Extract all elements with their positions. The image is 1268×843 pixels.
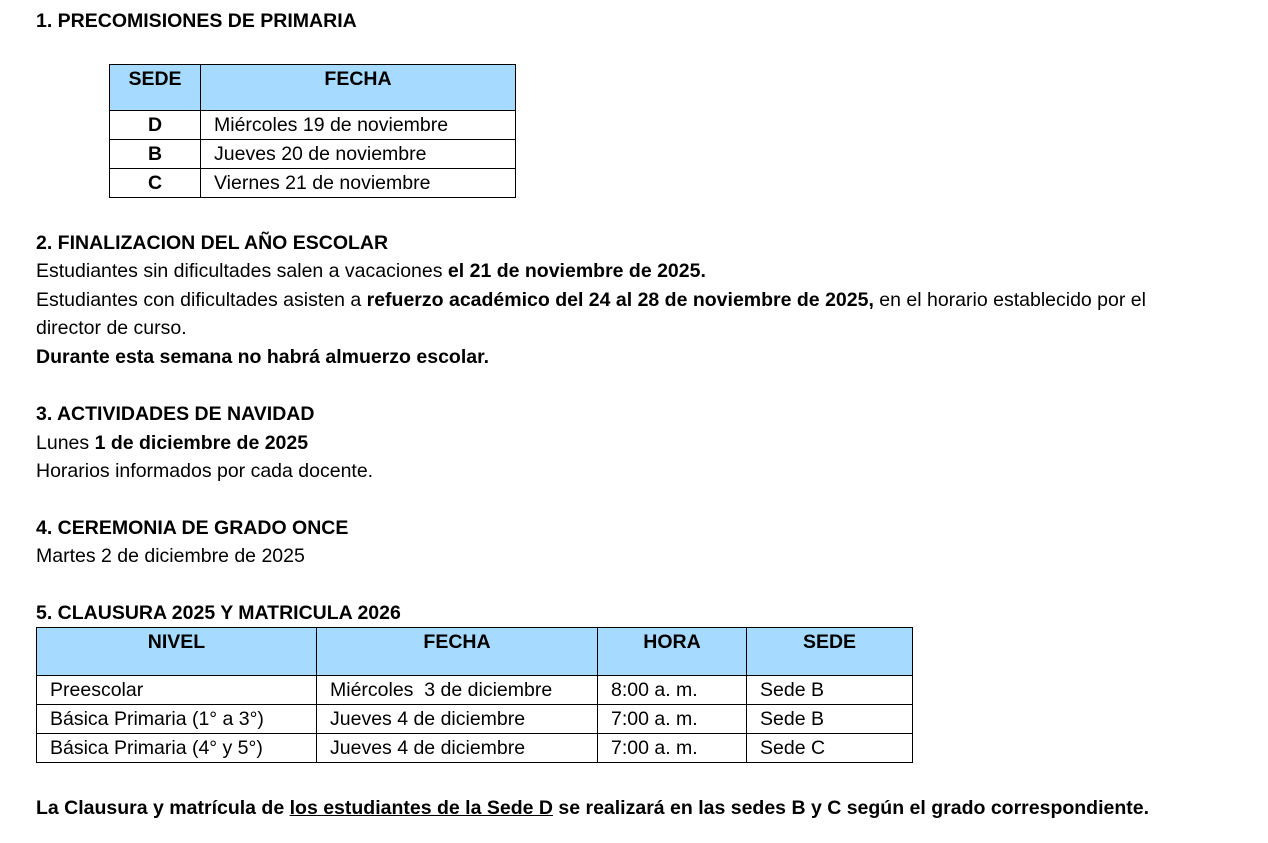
table-row	[37, 676, 913, 705]
clausura-table	[36, 627, 913, 763]
section4-title: 4. CEREMONIA DE GRADO ONCE	[36, 517, 349, 539]
cell-fecha: Viernes 21 de noviembre	[201, 169, 516, 198]
cell-hora: 7:00 a. m.	[598, 705, 747, 734]
table-row	[37, 734, 913, 763]
section2-line4: Durante esta semana no habrá almuerzo escolar.	[36, 346, 490, 368]
section1-title: 1. PRECOMISIONES DE PRIMARIA	[36, 10, 357, 32]
header-nivel: NIVEL	[37, 628, 317, 676]
cell-hora: 8:00 a. m.	[598, 676, 747, 705]
section3-title: 3. ACTIVIDADES DE NAVIDAD	[36, 403, 315, 425]
footer-note: La Clausura y matrícula de los estudiantes de la Sede D se realizará en las sedes B y C según el grado correspondiente.	[36, 797, 1150, 819]
table-row	[110, 140, 516, 169]
header-sede: SEDE	[747, 628, 913, 676]
cell-sede: Sede C	[747, 734, 913, 763]
cell-hora: 7:00 a. m.	[598, 734, 747, 763]
cell-sede: Sede B	[747, 705, 913, 734]
cell-sede: C	[110, 169, 201, 198]
section3-line2: Horarios informados por cada docente.	[36, 460, 374, 482]
table-row	[110, 111, 516, 140]
cell-fecha: Miércoles 3 de diciembre	[317, 676, 598, 705]
table-row	[37, 705, 913, 734]
section5-title: 5. CLAUSURA 2025 Y MATRICULA 2026	[36, 602, 401, 624]
cell-nivel: Preescolar	[37, 676, 317, 705]
cell-fecha: Jueves 4 de diciembre	[317, 705, 598, 734]
section3-line1: Lunes 1 de diciembre de 2025	[36, 432, 309, 454]
table-row	[110, 169, 516, 198]
cell-sede: B	[110, 140, 201, 169]
table-header-row	[37, 628, 913, 676]
precomisiones-table	[109, 64, 516, 198]
underlined-phrase: los estudiantes de la Sede D	[289, 797, 553, 819]
header-fecha: FECHA	[201, 65, 516, 111]
cell-nivel: Básica Primaria (1° a 3°)	[37, 705, 317, 734]
cell-nivel: Básica Primaria (4° y 5°)	[37, 734, 317, 763]
header-hora: HORA	[598, 628, 747, 676]
section2-line2: Estudiantes con dificultades asisten a refuerzo académico del 24 al 28 de noviembre de 2025, en el horario establecido por el	[36, 289, 1146, 311]
cell-fecha: Jueves 4 de diciembre	[317, 734, 598, 763]
header-fecha: FECHA	[317, 628, 598, 676]
cell-sede: Sede B	[747, 676, 913, 705]
section4-line1: Martes 2 de diciembre de 2025	[36, 545, 305, 567]
section2-title: 2. FINALIZACION DEL AÑO ESCOLAR	[36, 232, 389, 254]
header-sede: SEDE	[110, 65, 201, 111]
section2-line3: director de curso.	[36, 317, 187, 339]
cell-fecha: Jueves 20 de noviembre	[201, 140, 516, 169]
cell-fecha: Miércoles 19 de noviembre	[201, 111, 516, 140]
cell-sede: D	[110, 111, 201, 140]
table-header-row	[110, 65, 516, 111]
section2-line1: Estudiantes sin dificultades salen a vacaciones el 21 de noviembre de 2025.	[36, 260, 706, 282]
